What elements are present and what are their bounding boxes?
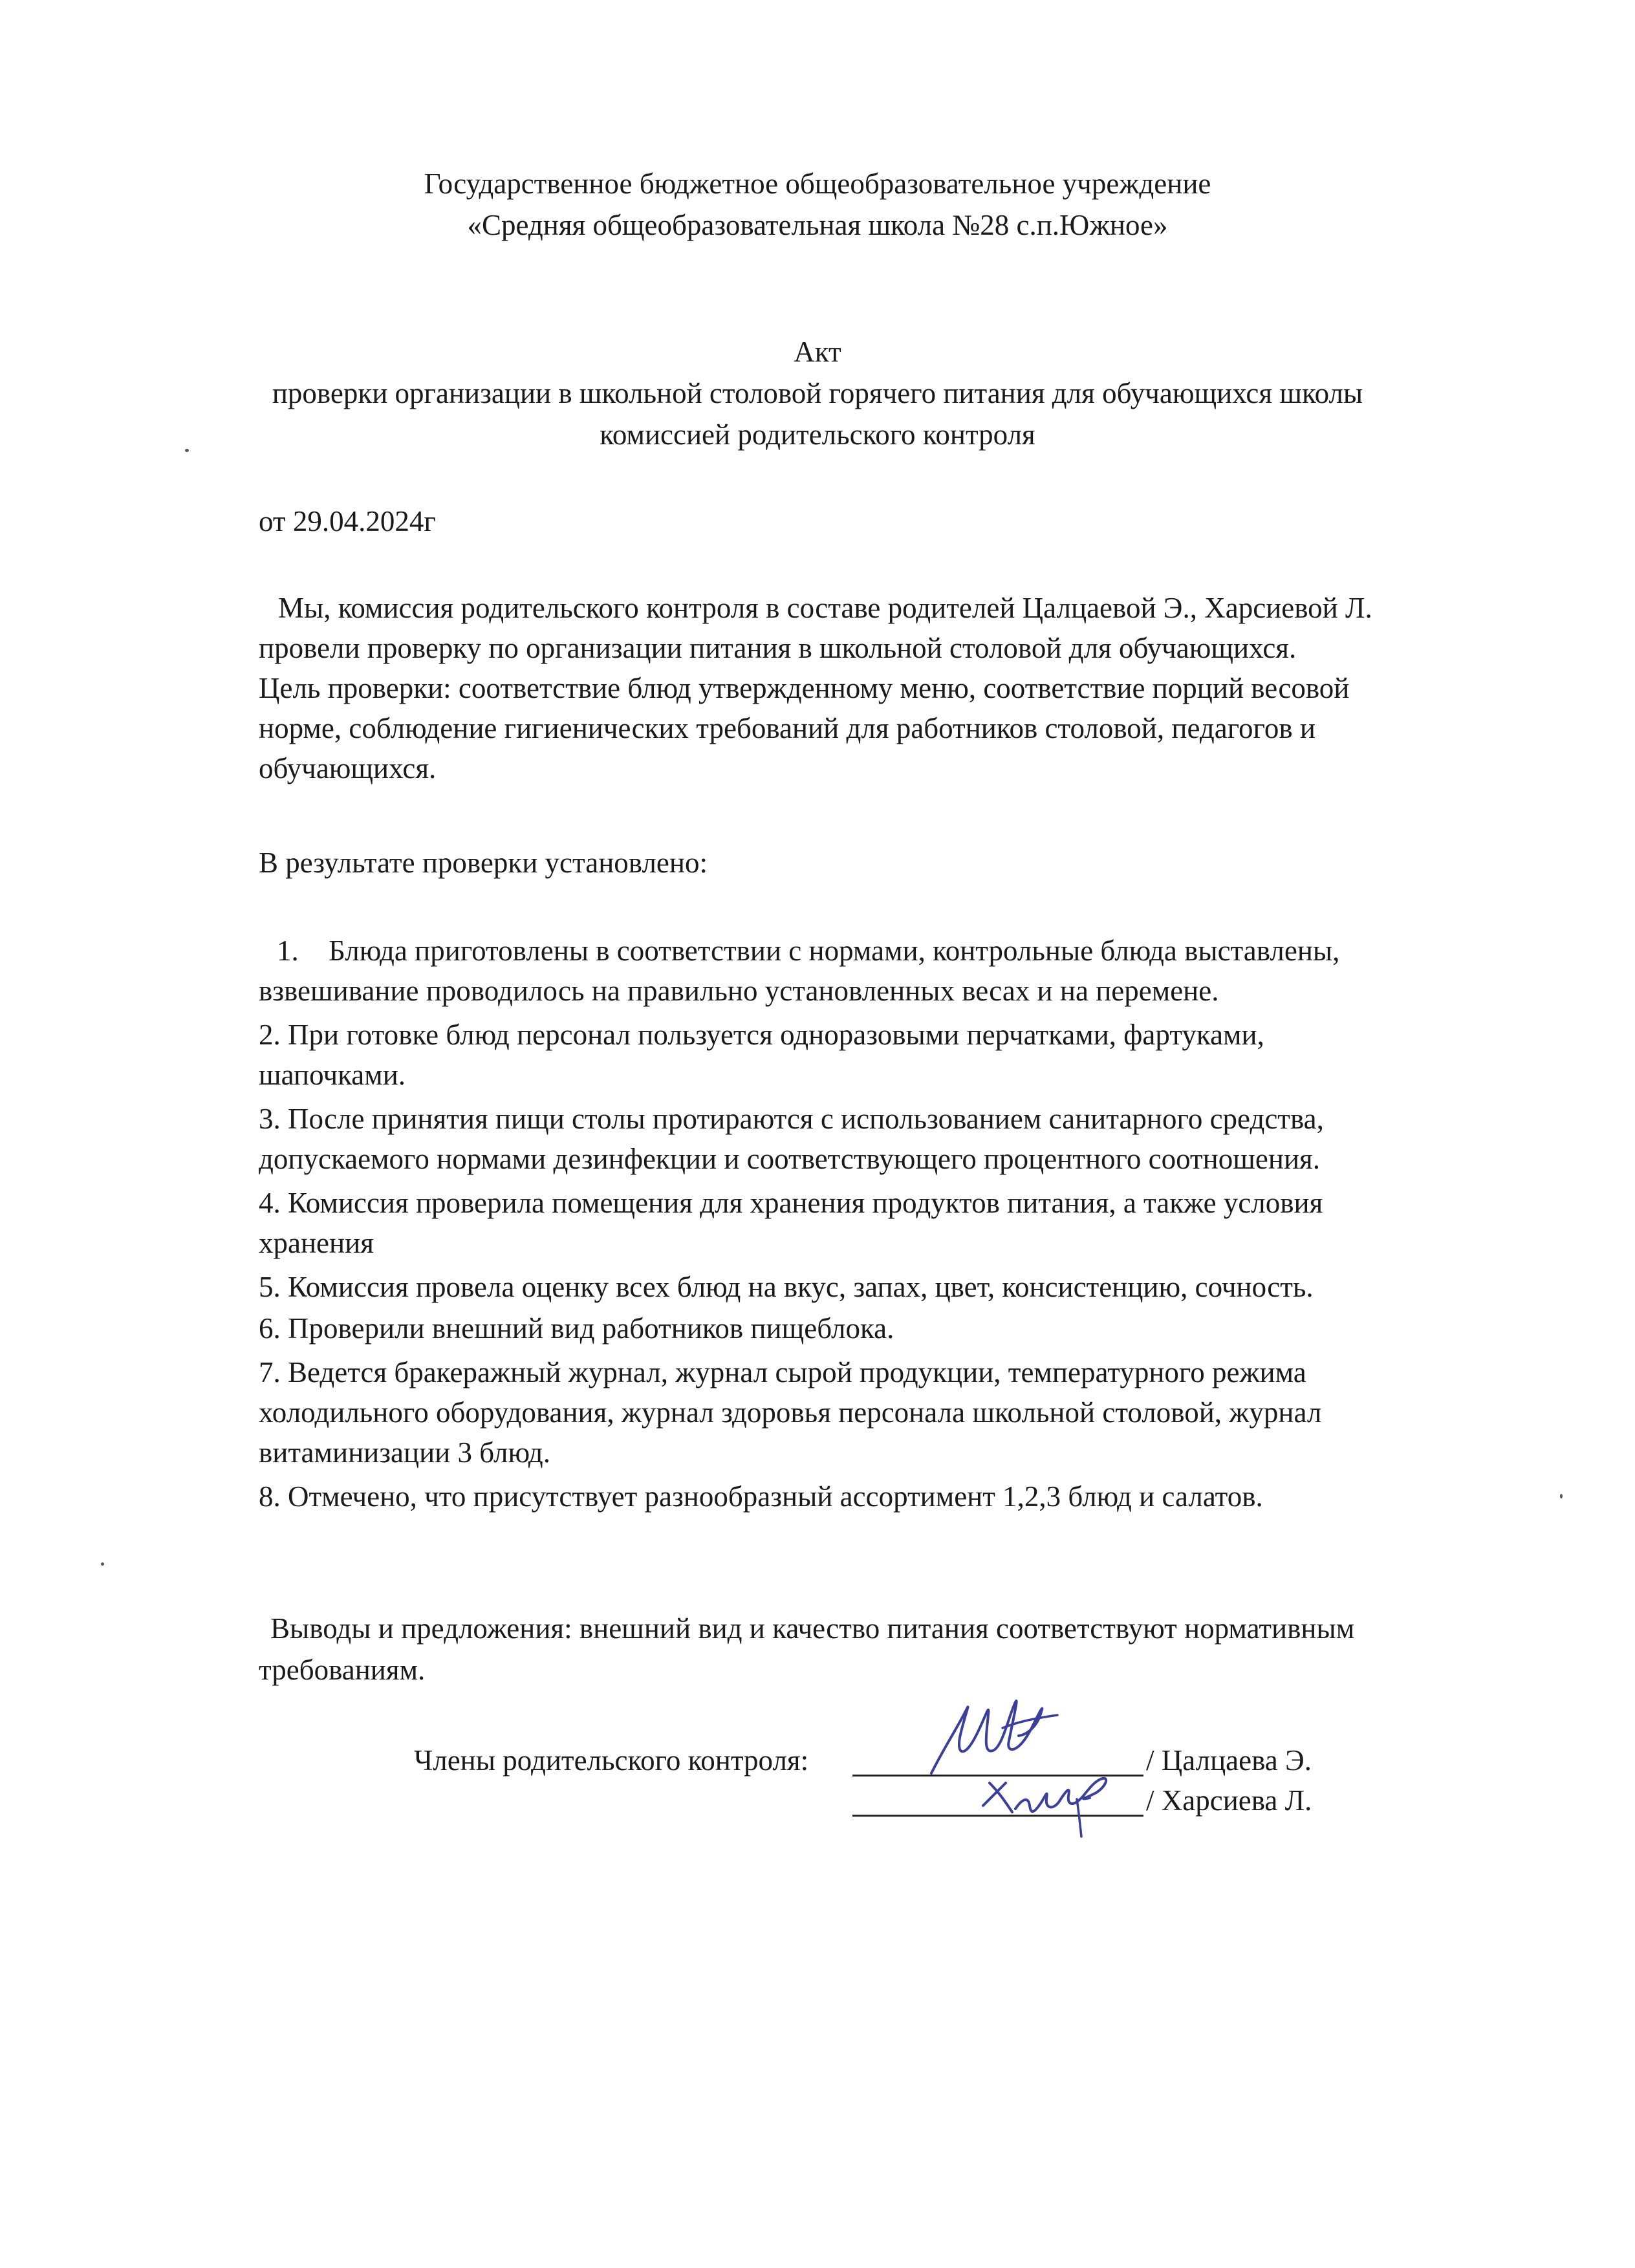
intro-line: обучающихся. <box>259 752 437 784</box>
intro-line: провели проверку по организации питания в школьной столовой для обучающихся. <box>259 632 1297 664</box>
document-subtitle-line2: комиссией родительского контроля <box>600 418 1035 451</box>
document-title: Акт <box>794 336 841 368</box>
signatory-name: / Цалцаева Э. <box>1146 1744 1312 1777</box>
finding-item: 8. Отмечено, что присутствует разнообразный ассортимент 1,2,3 блюд и салатов. <box>259 1480 1263 1513</box>
signatures-label: Члены родительского контроля: <box>414 1744 809 1777</box>
scan-speck <box>101 1562 104 1566</box>
conclusion-line: Выводы и предложения: внешний вид и качество питания соответствуют нормативным <box>270 1612 1355 1645</box>
handwritten-signature <box>970 1760 1132 1844</box>
finding-item: 6. Проверили внешний вид работников пищеблока. <box>259 1312 894 1345</box>
conclusion-line: требованиям. <box>259 1654 426 1686</box>
intro-line: Мы, комиссия родительского контроля в составе родителей Цалцаевой Э., Харсиевой Л. <box>278 592 1372 624</box>
finding-item: допускаемого нормами дезинфекции и соответствующего процентного соотношения. <box>259 1143 1320 1175</box>
school-name: «Средняя общеобразовательная школа №28 с.п.Южное» <box>467 209 1168 241</box>
intro-line: норме, соблюдение гигиенических требований для работников столовой, педагогов и <box>259 712 1316 744</box>
document-date: от 29.04.2024г <box>259 505 436 537</box>
finding-item: 7. Ведется бракеражный журнал, журнал сырой продукции, температурного режима <box>259 1356 1306 1388</box>
finding-item: взвешивание проводилось на правильно установленных весах и на перемене. <box>259 975 1219 1007</box>
finding-item: 4. Комиссия проверила помещения для хранения продуктов питания, а также условия <box>259 1187 1323 1219</box>
scan-speck <box>185 449 189 452</box>
intro-line: Цель проверки: соответствие блюд утвержденному меню, соответствие порций весовой <box>259 672 1350 704</box>
finding-item: 3. После принятия пищи столы протираются с использованием санитарного средства, <box>259 1103 1324 1135</box>
finding-number: 1. <box>277 934 299 967</box>
document-subtitle-line1: проверки организации в школьной столовой горячего питания для обучающихся школы <box>272 377 1363 409</box>
results-heading: В результате проверки установлено: <box>259 847 708 879</box>
scan-speck <box>1560 1494 1563 1498</box>
finding-item: 2. При готовке блюд персонал пользуется одноразовыми перчатками, фартуками, <box>259 1019 1264 1051</box>
finding-item: Блюда приготовлены в соответствии с нормами, контрольные блюда выставлены, <box>329 934 1340 967</box>
finding-item: 5. Комиссия провела оценку всех блюд на вкус, запах, цвет, консистенцию, сочность. <box>259 1271 1314 1303</box>
finding-item: витаминизации 3 блюд. <box>259 1436 550 1469</box>
signatory-name: / Харсиева Л. <box>1146 1784 1312 1817</box>
finding-item: хранения <box>259 1227 374 1259</box>
finding-item: холодильного оборудования, журнал здоровья персонала школьной столовой, журнал <box>259 1396 1322 1429</box>
finding-item: шапочками. <box>259 1059 406 1091</box>
institution-name: Государственное бюджетное общеобразовательное учреждение <box>424 167 1211 200</box>
